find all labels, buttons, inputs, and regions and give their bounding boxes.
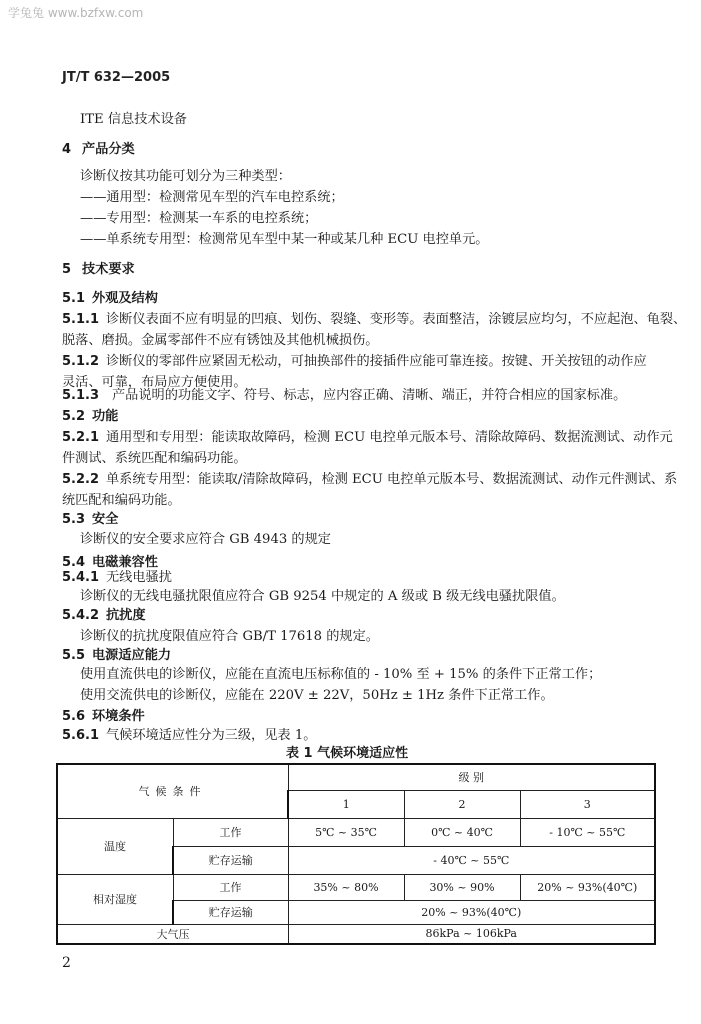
clause-number: 5.1.3 [62, 388, 100, 403]
clause-5-4-1-heading [62, 566, 172, 585]
clause-5-1-3 [62, 384, 626, 403]
paragraph: 灵活、可靠，布局应方便使用。 [62, 375, 247, 390]
header-condition: 气候条件 [57, 764, 288, 818]
section-number: 5.5 [62, 648, 86, 663]
sub-label: 贮存运输 [173, 900, 288, 924]
value-cell: 20% ~ 93%(40℃) [288, 900, 655, 924]
clause-text: 气候环境适应性分为三级，见表 1。 [106, 728, 317, 743]
level-cell: 2 [404, 790, 520, 818]
section-title: 电磁兼容性 [92, 555, 158, 570]
clause-title: 抗扰度 [106, 608, 146, 623]
clause-number: 5.6.1 [62, 728, 100, 743]
section-title: 外观及结构 [92, 291, 158, 306]
table-row [57, 818, 655, 846]
clause-5-2-2 [62, 468, 677, 487]
sub-label: 工作 [173, 874, 288, 900]
section-5-5-heading [62, 644, 171, 663]
ite-definition: ITE 信息技术设备 [80, 112, 187, 127]
section-number: 5.2 [62, 409, 86, 424]
paragraph: 诊断仪的安全要求应符合 GB 4943 的规定 [80, 532, 331, 547]
paragraph: 使用直流供电的诊断仪，应能在直流电压标称值的 - 10% 至 + 15% 的条件下正常工作； [80, 667, 602, 682]
clause-5-4-2-heading [62, 604, 146, 623]
list-item: ——单系统专用型：检测常见车型中某一种或某几种 ECU 电控单元。 [80, 232, 489, 247]
clause-number: 5.1.1 [62, 312, 100, 327]
value-cell: 86kPa ~ 106kPa [288, 924, 655, 944]
row-label: 温度 [57, 818, 173, 874]
clause-number: 5.4.2 [62, 608, 100, 623]
clause-text: 产品说明的功能文字、符号、标志，应内容正确、清晰、端正，并符合相应的国家标准。 [112, 388, 627, 403]
value-cell: - 10℃ ~ 55℃ [520, 818, 655, 846]
sub-label: 贮存运输 [173, 846, 288, 874]
paragraph: 使用交流供电的诊断仪，应能在 220V ± 22V，50Hz ± 1Hz 条件下正常工作。 [80, 688, 554, 703]
clause-text: 通用型和专用型：能读取故障码，检测 ECU 电控单元版本号、清除故障码、数据流测试、动作元 [106, 430, 673, 445]
list-item: ——专用型：检测某一车系的电控系统； [80, 211, 318, 226]
value-cell: 0℃ ~ 40℃ [404, 818, 520, 846]
row-label: 大气压 [57, 924, 288, 944]
section-5-2-heading [62, 405, 118, 424]
table-row [57, 874, 655, 900]
value-cell: - 40℃ ~ 55℃ [288, 846, 655, 874]
climate-table [56, 763, 656, 945]
section-title: 技术要求 [82, 262, 135, 277]
clause-5-6-1 [62, 724, 316, 743]
section-5-3-heading [62, 508, 118, 527]
section-title: 功能 [92, 409, 119, 424]
sub-label: 工作 [173, 818, 288, 846]
clause-text: 诊断仪表面不应有明显的凹痕、划伤、裂缝、变形等。表面整洁，涂镀层应均匀，不应起泡、龟裂、 [106, 312, 687, 327]
value-cell: 35% ~ 80% [288, 874, 404, 900]
section-title: 环境条件 [92, 709, 145, 724]
watermark: 学兔兔 www.bzfxw.com [8, 6, 144, 20]
clause-text: 诊断仪的零部件应紧固无松动，可抽换部件的接插件应能可靠连接。按键、开关按钮的动作应 [106, 354, 647, 369]
paragraph: 诊断仪的无线电骚扰限值应符合 GB 9254 中规定的 A 级或 B 级无线电骚扰限值。 [80, 589, 565, 604]
table-row [57, 764, 655, 790]
page-number: 2 [62, 955, 71, 971]
clause-5-1-2 [62, 350, 647, 369]
section-number: 5.3 [62, 512, 86, 527]
clause-text: 单系统专用型：能读取/清除故障码，检测 ECU 电控单元版本号、数据流测试、动作元件测试、系 [106, 472, 678, 487]
section-number: 4 [62, 142, 72, 157]
list-item: ——通用型：检测常见车型的汽车电控系统； [80, 190, 344, 205]
clause-number: 5.2.2 [62, 472, 100, 487]
clause-number: 5.2.1 [62, 430, 100, 445]
level-cell: 3 [520, 790, 655, 818]
paragraph: 统匹配和编码功能。 [62, 493, 181, 508]
level-cell: 1 [288, 790, 404, 818]
paragraph: 诊断仪按其功能可划分为三种类型： [80, 169, 291, 184]
value-cell: 30% ~ 90% [404, 874, 520, 900]
section-number: 5.6 [62, 709, 86, 724]
clause-title: 无线电骚扰 [106, 570, 172, 585]
paragraph: 件测试、系统匹配和编码功能。 [62, 451, 247, 466]
section-number: 5 [62, 262, 72, 277]
section-number: 5.1 [62, 291, 86, 306]
document-header: JT/T 632—2005 [62, 70, 171, 85]
section-5-heading [62, 258, 135, 277]
section-title: 产品分类 [82, 142, 135, 157]
clause-number: 5.4.1 [62, 570, 100, 585]
section-5-6-heading [62, 705, 145, 724]
section-title: 安全 [92, 512, 119, 527]
clause-5-1-1 [62, 308, 686, 327]
clause-5-2-1 [62, 426, 673, 445]
section-number: 5.4 [62, 555, 86, 570]
value-cell: 20% ~ 93%(40℃) [520, 874, 655, 900]
paragraph: 诊断仪的抗扰度限值应符合 GB/T 17618 的规定。 [80, 629, 379, 644]
section-title: 电源适应能力 [92, 648, 172, 663]
section-4-heading [62, 138, 135, 157]
section-5-1-heading [62, 287, 158, 306]
header-level: 级 别 [288, 764, 655, 790]
paragraph: 脱落、磨损。金属零部件不应有锈蚀及其他机械损伤。 [62, 333, 379, 348]
value-cell: 5℃ ~ 35℃ [288, 818, 404, 846]
row-label: 相对湿度 [57, 874, 173, 924]
table-row [57, 924, 655, 944]
table-caption: 表 1 气候环境适应性 [286, 746, 409, 761]
clause-number: 5.1.2 [62, 354, 100, 369]
